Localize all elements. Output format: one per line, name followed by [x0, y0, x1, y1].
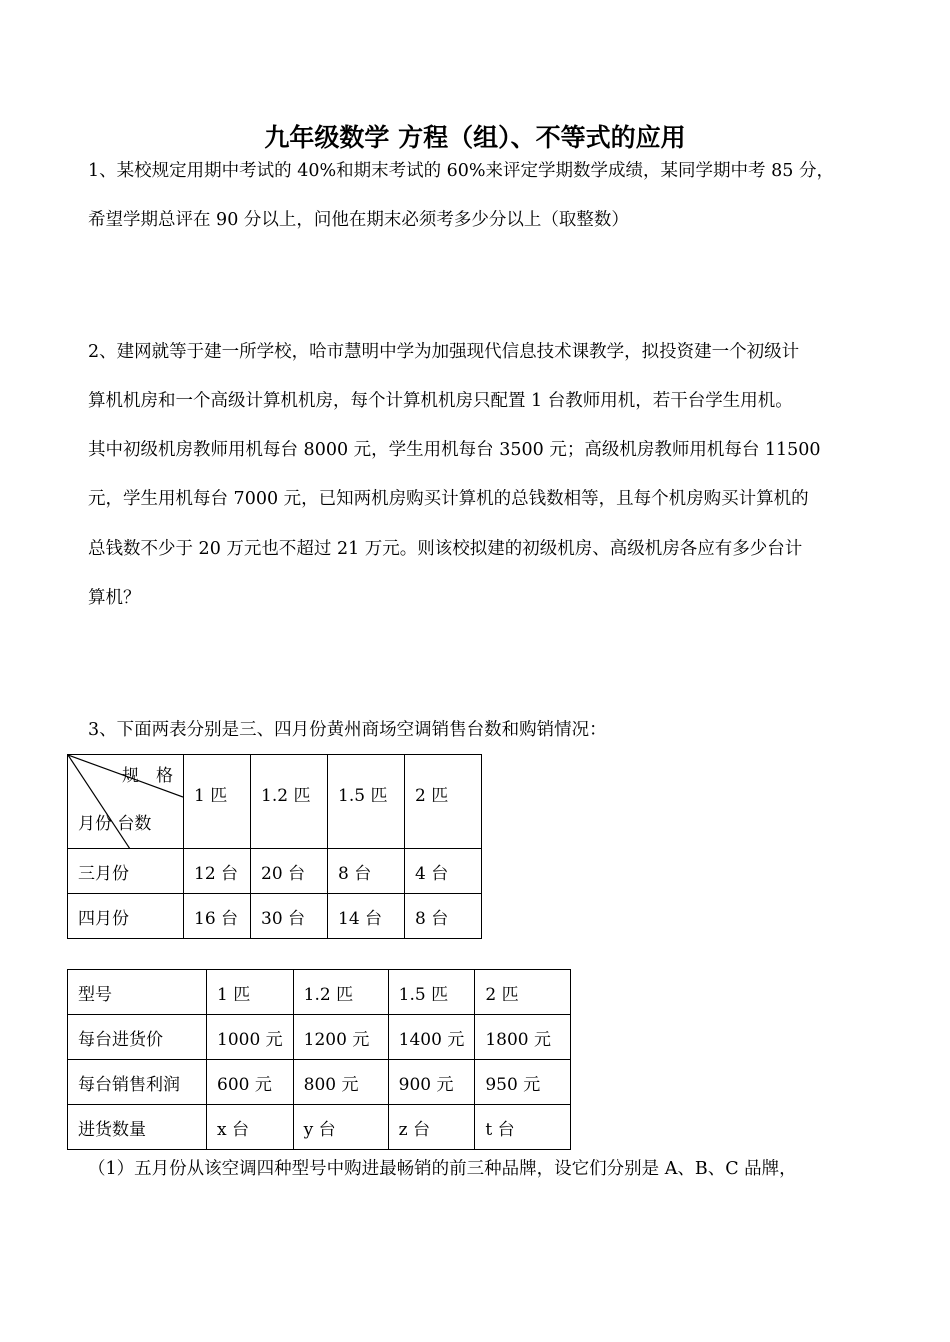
corner-bottom-label: 月份 台数: [78, 814, 152, 834]
table-row: [68, 1015, 571, 1060]
table-row: [68, 894, 482, 939]
row-label: 三月份: [68, 849, 184, 894]
table-cell: 30 台: [251, 894, 328, 939]
header-cell: 1.5 匹: [328, 755, 405, 849]
sales-table: [67, 754, 482, 939]
row-label: 每台销售利润: [68, 1060, 207, 1105]
table-cell: 1000 元: [207, 1015, 294, 1060]
row-label: 型号: [68, 970, 207, 1015]
table-cell: x 台: [207, 1105, 294, 1150]
table-cell: 12 台: [184, 849, 251, 894]
q3-intro: 3、下面两表分别是三、四月份黄州商场空调销售台数和购销情况：: [88, 720, 607, 740]
table-cell: 1800 元: [475, 1015, 571, 1060]
table-cell: 1.2 匹: [293, 970, 388, 1015]
table-cell: 20 台: [251, 849, 328, 894]
q2-line-5: 总钱数不少于 20 万元也不超过 21 万元。则该校拟建的初级机房、高级机房各应有多少台计: [88, 539, 803, 559]
table-cell: z 台: [388, 1105, 475, 1150]
table-cell: 1200 元: [293, 1015, 388, 1060]
table-row: [68, 1105, 571, 1150]
q3-subquestion-1: （1）五月份从该空调四种型号中购进最畅销的前三种品牌，设它们分别是 A、B、C 品牌，: [88, 1159, 797, 1179]
q2-line-1: 2、建网就等于建一所学校，哈市慧明中学为加强现代信息技术课教学，拟投资建一个初级计: [88, 342, 800, 362]
row-label: 进货数量: [68, 1105, 207, 1150]
table-cell: 600 元: [207, 1060, 294, 1105]
table-cell: 1 匹: [207, 970, 294, 1015]
table-row: [68, 970, 571, 1015]
row-label: 四月份: [68, 894, 184, 939]
table-cell: 8 台: [328, 849, 405, 894]
table-cell: 1.5 匹: [388, 970, 475, 1015]
header-cell: 2 匹: [405, 755, 482, 849]
table-row: [68, 849, 482, 894]
table-cell: 14 台: [328, 894, 405, 939]
table-cell: 950 元: [475, 1060, 571, 1105]
purchase-table: [67, 969, 571, 1150]
table-cell: 16 台: [184, 894, 251, 939]
q2-line-4: 元，学生用机每台 7000 元，已知两机房购买计算机的总钱数相等，且每个机房购买计算机的: [88, 489, 809, 509]
q1-line-2: 希望学期总评在 90 分以上，问他在期末必须考多少分以上（取整数）: [88, 210, 629, 230]
header-cell: 1.2 匹: [251, 755, 328, 849]
table-cell: 900 元: [388, 1060, 475, 1105]
q2-line-3: 其中初级机房教师用机每台 8000 元，学生用机每台 3500 元；高级机房教师用机每台 11500: [88, 440, 821, 460]
table-cell: 4 台: [405, 849, 482, 894]
corner-cell: [68, 755, 184, 849]
document-title: 九年级数学 方程（组）、不等式的应用: [264, 123, 686, 152]
q2-line-6: 算机？: [88, 588, 141, 608]
table-cell: 8 台: [405, 894, 482, 939]
q2-line-2: 算机机房和一个高级计算机机房，每个计算机机房只配置 1 台教师用机，若干台学生用机。: [88, 391, 793, 411]
row-label: 每台进货价: [68, 1015, 207, 1060]
header-cell: 1 匹: [184, 755, 251, 849]
table-cell: 800 元: [293, 1060, 388, 1105]
table-cell: 1400 元: [388, 1015, 475, 1060]
table-row: [68, 1060, 571, 1105]
table-cell: t 台: [475, 1105, 571, 1150]
table-cell: y 台: [293, 1105, 388, 1150]
sales-table-header-row: [68, 755, 482, 849]
q1-line-1: 1、某校规定用期中考试的 40%和期末考试的 60%来评定学期数学成绩，某同学期中考 85 分，: [88, 161, 834, 181]
corner-top-label: 规 格: [122, 766, 173, 786]
table-cell: 2 匹: [475, 970, 571, 1015]
